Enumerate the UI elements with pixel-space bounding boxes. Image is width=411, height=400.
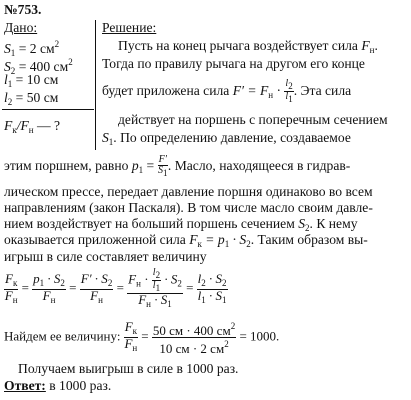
eq-frac-4: $F_н$ · $\frac{l2}{l1}$ · $S_2$ $F_н \cdot S_1$	[128, 267, 182, 309]
conclusion: Получаем выигрыш в силе в 1000 раз.	[18, 361, 239, 376]
eq-frac-1: $\frac{F_к}{F_н}$	[4, 270, 18, 305]
solution-line-1: Пусть на конец рычага воздействует сила $F_н$.	[118, 38, 378, 55]
equation-chain: $\frac{F_к}{F_н}$ = $\frac{p_1 \cdot S_2}{F_н}$ = $\frac{F' \cdot S_2}{F_н}$ = $F_н$ · $\frac{l2}{l1}$ · $S_2$ $F_н \cdot S_1$ = $\frac{l_2 \cdot S_2}{l_1 \cdot S_1}$	[4, 267, 227, 309]
solution-line-3: будет приложена сила $F' = F_н$ · $\frac{l2}{l1}$ . Эта сила	[102, 78, 352, 105]
given-s1: $S_1 = 2$ $см^2$	[4, 39, 60, 58]
given-divider	[95, 20, 96, 150]
numeric-evaluation: Найдем ее величину: $\frac{F_к}{F_н}$ = $\frac{50 см \cdot 400 см^2}{10 см \cdot 2 см^2}$ = 1000.	[4, 319, 280, 356]
solution-line-10: оказывается приложенной сила $F_к = p_1 \cdot S_2$. Таким образом вы-	[4, 232, 368, 249]
solution-line-5: $S_1$. По определению давление, создаваемое	[102, 130, 351, 147]
given-separator	[2, 109, 94, 110]
eq-frac-5: $\frac{l_2 \cdot S_2}{l_1 \cdot S_1}$	[197, 270, 227, 305]
solution-line-7: лическом прессе, передает давление поршня одинаково во всем	[4, 184, 373, 199]
solution-line-4: действует на поршень с поперечным сечением	[118, 112, 388, 127]
lever-ratio-fraction: $\frac{l2}{l1}$	[285, 78, 293, 105]
problem-number: №753.	[4, 2, 42, 17]
eq-frac-2: $\frac{p_1 \cdot S_2}{F_н}$	[33, 270, 65, 305]
answer-label: Ответ:	[4, 378, 46, 393]
ratio-fraction: $\frac{F_к}{F_н}$	[124, 319, 138, 353]
pressure-fraction: $\frac{F'}{S1}$	[157, 154, 168, 179]
solution-line-9: нием воздействует на больший поршень сечением $S_2$. К нему	[4, 216, 358, 233]
given-find: $F_к/F_н$ — ?	[4, 118, 61, 135]
solution-line-6: этим поршнем, равно $p_1$ = $\frac{F'}{S1}$ . Масло, находящееся в гидрав-	[4, 154, 351, 179]
given-l1: $l_1 = 10$ см	[4, 72, 59, 89]
answer	[4, 378, 111, 394]
answer-text: в 1000 раз.	[45, 378, 112, 393]
given-l2: $l_2 = 50$ см	[4, 90, 59, 107]
eq-frac-3: $\frac{F' \cdot S_2}{F_н}$	[80, 270, 113, 305]
given-s2: $S_2 = 400$ $см^2$	[4, 57, 73, 76]
solution-line-11: игрыш в силе составляет величину	[4, 249, 207, 264]
solution-line-2: Тогда по правилу рычага на другом его конце	[102, 56, 365, 71]
value-fraction: $\frac{50 см \cdot 400 см^2}{10 см \cdot 2 см^2}$	[152, 321, 236, 356]
given-heading: Дано:	[4, 20, 38, 35]
solution-heading: Решение:	[102, 20, 157, 35]
solution-line-8: направлениям (закон Паскаля). В том числе масло своим давле-	[4, 200, 373, 215]
